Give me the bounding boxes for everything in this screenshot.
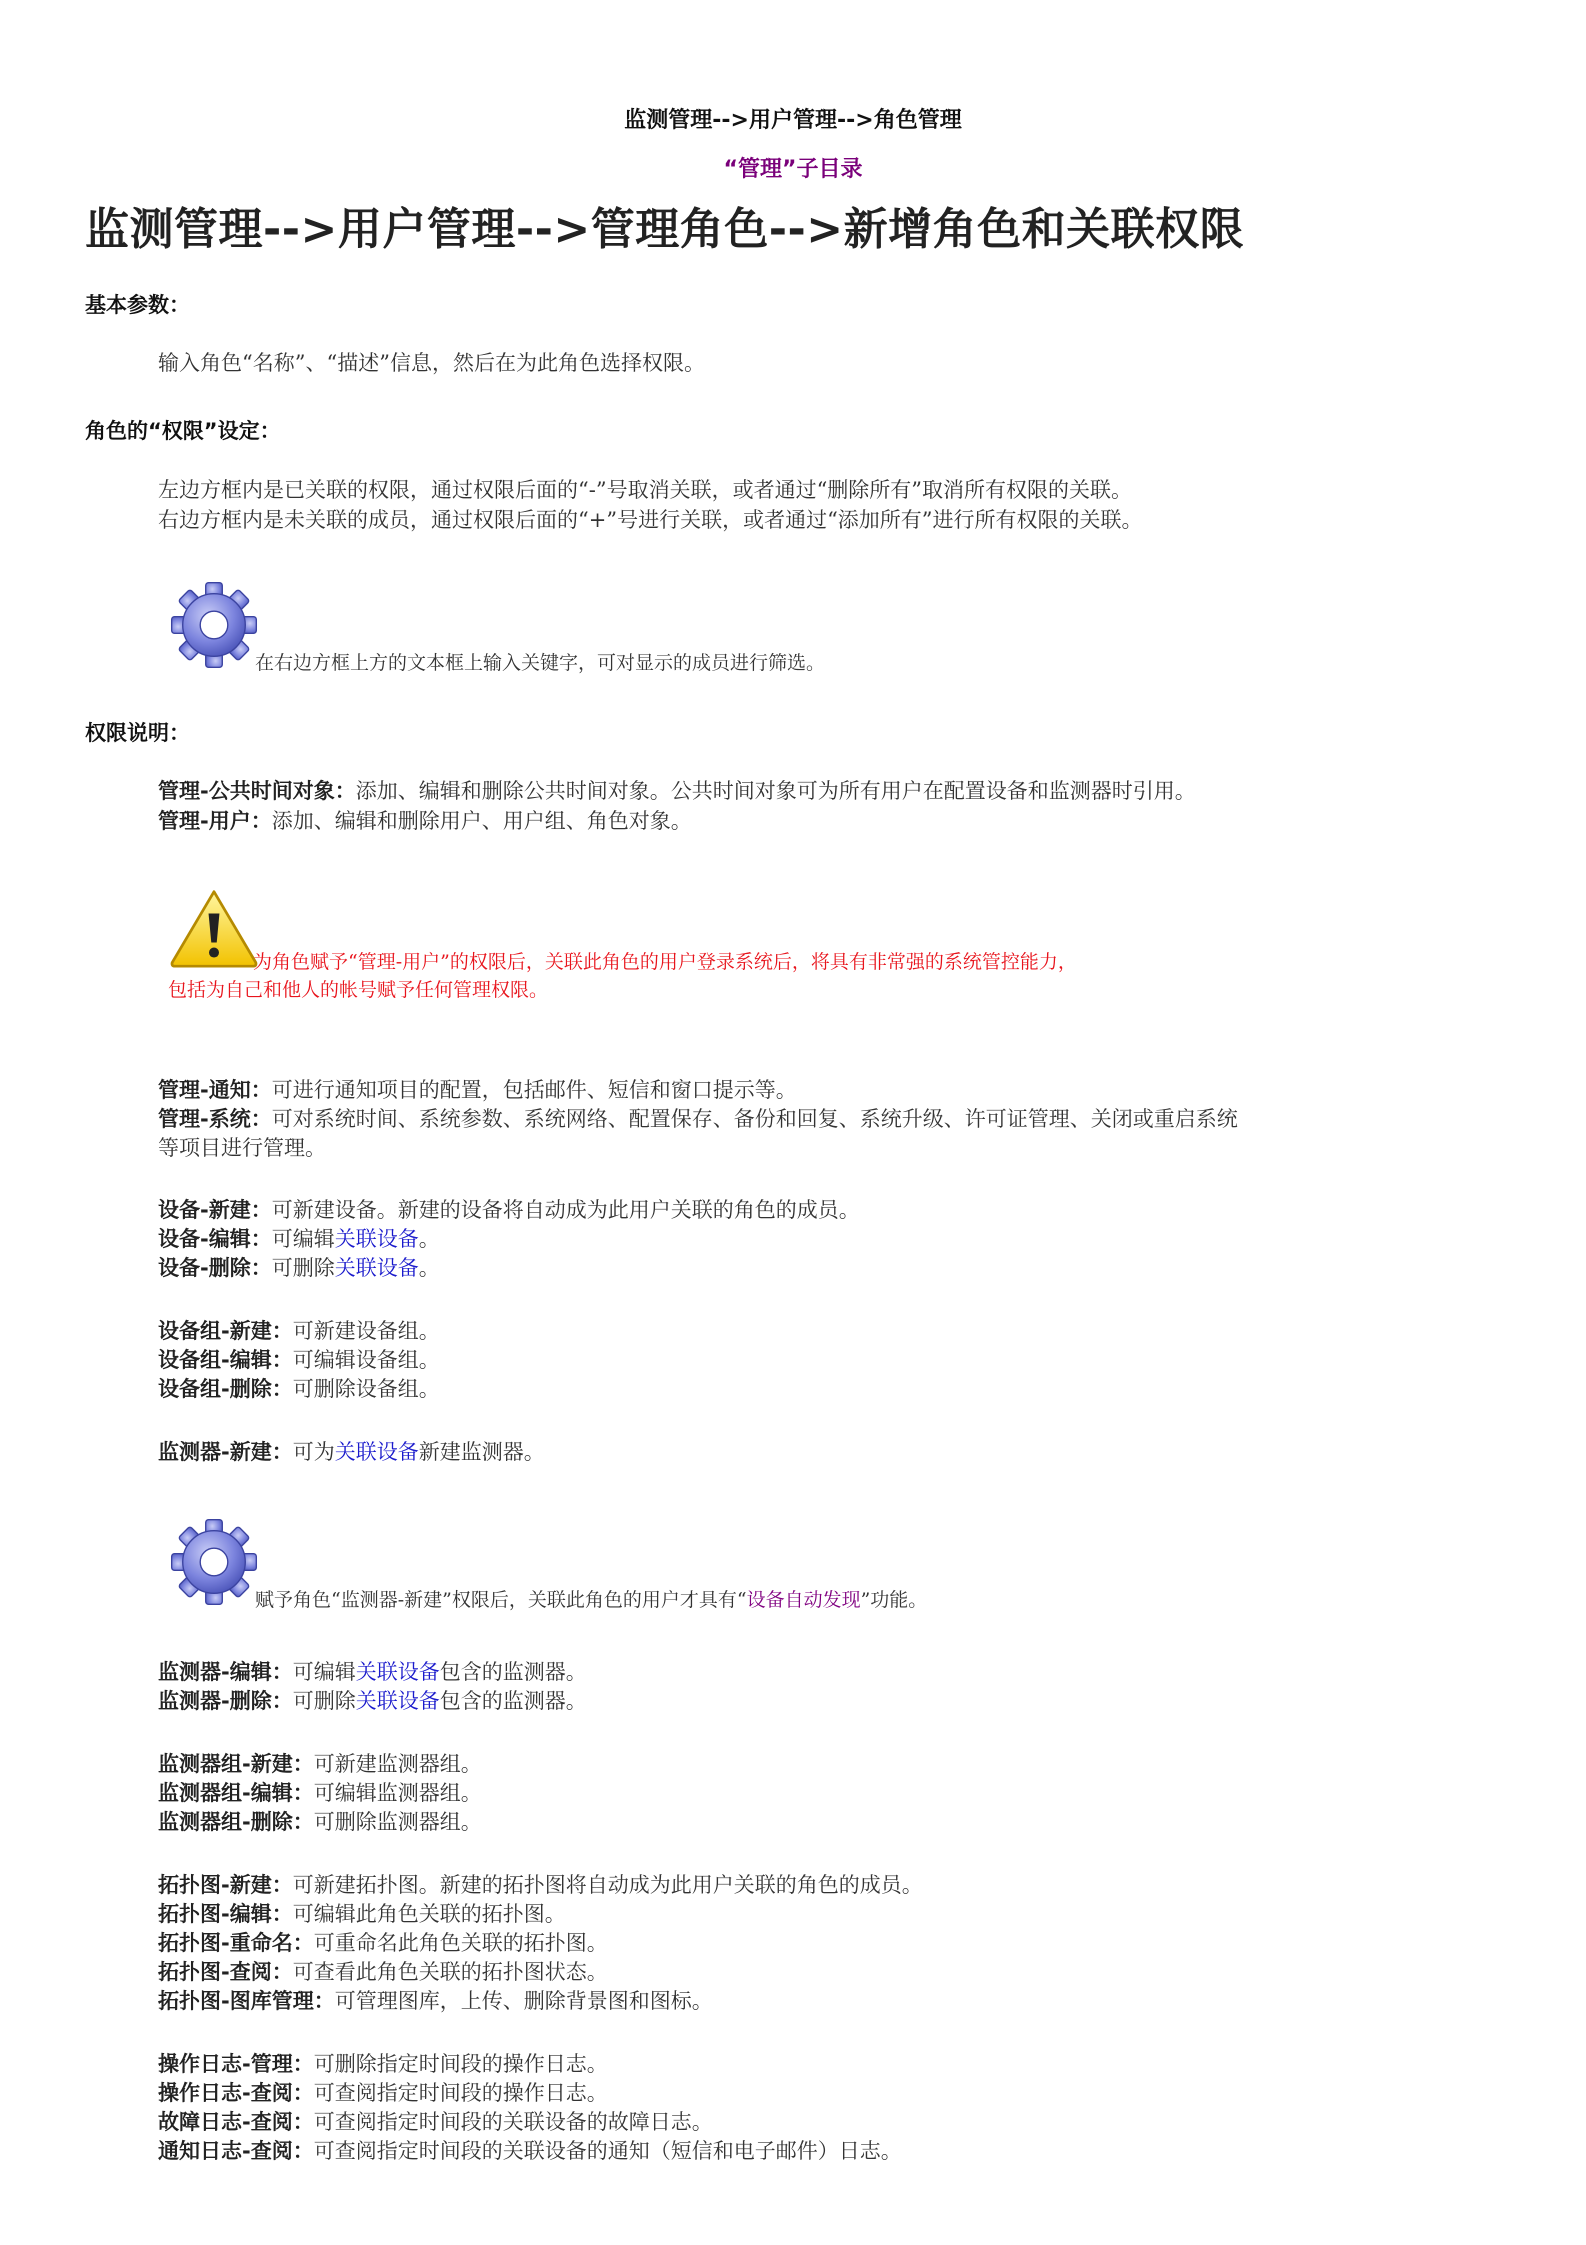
perm-item <box>158 1986 713 2017</box>
perm-label: 拓扑图-图库管理： <box>158 1989 335 2013</box>
perm-text: 可编辑此角色关联的拓扑图。 <box>292 1902 566 1926</box>
perm-label: 监测器-编辑： <box>158 1660 293 1684</box>
related-device-link[interactable]: 关联设备 <box>355 1689 440 1713</box>
perm-text: 。 <box>418 1227 440 1251</box>
perm-label: 监测器组-编辑： <box>158 1781 314 1805</box>
perm-label: 设备-删除： <box>158 1256 272 1280</box>
subdirectory-link[interactable]: “管理”子目录 <box>723 157 863 182</box>
perm-text: 可新建监测器组。 <box>313 1752 482 1776</box>
perm-text: 可删除指定时间段的操作日志。 <box>313 2052 608 2076</box>
perm-text: 包含的监测器。 <box>439 1660 587 1684</box>
perm-item <box>158 1253 440 1284</box>
related-device-link[interactable]: 关联设备 <box>355 1660 440 1684</box>
perm-text-continued: 等项目进行管理。 <box>158 1136 326 1160</box>
perm-label: 拓扑图-编辑： <box>158 1902 293 1926</box>
perm-setting-line-2: 右边方框内是未关联的成员，通过权限后面的“+”号进行关联，或者通过“添加所有”进行所有权限的关联。 <box>158 508 1143 532</box>
perm-text: 包含的监测器。 <box>439 1689 587 1713</box>
warning-icon <box>168 888 260 972</box>
perm-text: 。 <box>418 1256 440 1280</box>
perm-text: 添加、编辑和删除公共时间对象。公共时间对象可为所有用户在配置设备和监测器时引用。 <box>355 779 1196 803</box>
perm-item <box>158 1316 440 1347</box>
perm-item <box>158 2078 608 2109</box>
perm-label: 管理-用户： <box>158 809 272 833</box>
perm-label: 操作日志-查阅： <box>158 2081 314 2105</box>
perm-item <box>158 1870 923 1901</box>
perm-item <box>158 1778 482 1809</box>
perm-text: 可管理图库，上传、删除背景图和图标。 <box>334 1989 713 2013</box>
perm-label: 管理-系统： <box>158 1107 272 1131</box>
perm-text: 可编辑设备组。 <box>292 1348 440 1372</box>
perm-label: 拓扑图-查阅： <box>158 1960 293 1984</box>
perm-text: 可删除监测器组。 <box>313 1810 482 1834</box>
perm-text: 可重命名此角色关联的拓扑图。 <box>313 1931 608 1955</box>
note-text: ”功能。 <box>860 1589 928 1611</box>
auto-discovery-note <box>255 1585 927 1612</box>
related-device-link[interactable]: 关联设备 <box>334 1256 419 1280</box>
warning-text-line-2: 包括为自己和他人的帐号赋予任何管理权限。 <box>168 979 549 1001</box>
perm-label: 通知日志-查阅： <box>158 2139 314 2163</box>
perm-item <box>158 1928 608 1959</box>
perm-label: 操作日志-管理： <box>158 2052 314 2076</box>
perm-item <box>158 1374 440 1405</box>
perm-label: 监测器组-删除： <box>158 1810 314 1834</box>
perm-item <box>158 1437 545 1468</box>
perm-text: 可删除 <box>271 1256 335 1280</box>
perm-item <box>158 2136 902 2167</box>
perm-label: 管理-通知： <box>158 1078 272 1102</box>
perm-text: 可新建设备。新建的设备将自动成为此用户关联的角色的成员。 <box>271 1198 860 1222</box>
perm-item <box>158 1807 482 1838</box>
perm-item <box>158 1104 1238 1135</box>
perm-text: 可查阅指定时间段的关联设备的故障日志。 <box>313 2110 713 2134</box>
auto-discovery-link[interactable]: 设备自动发现 <box>746 1589 861 1611</box>
perm-text: 可查阅指定时间段的操作日志。 <box>313 2081 608 2105</box>
perm-label: 设备组-删除： <box>158 1377 293 1401</box>
perm-item <box>158 1686 587 1717</box>
perm-item <box>158 2049 608 2080</box>
perm-item <box>158 1749 482 1780</box>
perm-text: 可删除 <box>292 1689 356 1713</box>
perm-item <box>158 1075 797 1106</box>
perm-text: 可新建拓扑图。新建的拓扑图将自动成为此用户关联的角色的成员。 <box>292 1873 923 1897</box>
related-device-link[interactable]: 关联设备 <box>334 1227 419 1251</box>
perm-label: 拓扑图-新建： <box>158 1873 293 1897</box>
filter-note-text: 在右边方框上方的文本框上输入关键字，可对显示的成员进行筛选。 <box>255 652 826 674</box>
perm-text: 可查看此角色关联的拓扑图状态。 <box>292 1960 608 1984</box>
perm-label: 拓扑图-重命名： <box>158 1931 314 1955</box>
perm-label: 故障日志-查阅： <box>158 2110 314 2134</box>
perm-text: 可对系统时间、系统参数、系统网络、配置保存、备份和回复、系统升级、许可证管理、关闭或重启系统 <box>271 1107 1238 1131</box>
perm-item <box>158 1224 440 1255</box>
gear-icon <box>168 579 260 675</box>
basic-params-heading: 基本参数： <box>85 293 190 317</box>
perm-text: 可编辑监测器组。 <box>313 1781 482 1805</box>
perm-label: 设备组-编辑： <box>158 1348 293 1372</box>
perm-label: 监测器-删除： <box>158 1689 293 1713</box>
perm-text: 添加、编辑和删除用户、用户组、角色对象。 <box>271 809 692 833</box>
perm-item <box>158 1195 860 1226</box>
perm-label: 监测器组-新建： <box>158 1752 314 1776</box>
gear-icon <box>168 1516 260 1612</box>
perm-label: 设备-编辑： <box>158 1227 272 1251</box>
perm-setting-heading: 角色的“权限”设定： <box>85 419 281 443</box>
perm-text: 可查阅指定时间段的关联设备的通知（短信和电子邮件）日志。 <box>313 2139 902 2163</box>
perm-setting-line-1: 左边方框内是已关联的权限，通过权限后面的“-”号取消关联，或者通过“删除所有”取消所有权限的关联。 <box>158 478 1133 502</box>
perm-label: 监测器-新建： <box>158 1440 293 1464</box>
perm-text: 可为 <box>292 1440 335 1464</box>
perm-label: 设备-新建： <box>158 1198 272 1222</box>
warning-text-line-1: 为角色赋予“管理-用户”的权限后，关联此角色的用户登录系统后，将具有非常强的系统管控能力， <box>253 951 1077 973</box>
perm-item <box>158 2107 713 2138</box>
perm-item <box>158 776 1196 807</box>
perm-text: 可进行通知项目的配置，包括邮件、短信和窗口提示等。 <box>271 1078 797 1102</box>
perm-item <box>158 806 692 837</box>
basic-params-text: 输入角色“名称”、“描述”信息，然后在为此角色选择权限。 <box>158 351 705 375</box>
perm-text: 可编辑 <box>271 1227 335 1251</box>
perm-item <box>158 1657 587 1688</box>
breadcrumb: 监测管理-->用户管理-->角色管理 <box>624 108 962 133</box>
perm-text: 新建监测器。 <box>418 1440 545 1464</box>
perm-desc-heading: 权限说明： <box>85 721 190 745</box>
page-title: 监测管理-->用户管理-->管理角色-->新增角色和关联权限 <box>85 204 1245 255</box>
perm-item <box>158 1957 608 1988</box>
note-text: 赋予角色“监测器-新建”权限后，关联此角色的用户才具有“ <box>255 1589 747 1611</box>
perm-text: 可编辑 <box>292 1660 356 1684</box>
perm-label: 设备组-新建： <box>158 1319 293 1343</box>
perm-text: 可删除设备组。 <box>292 1377 440 1401</box>
perm-item <box>158 1899 566 1930</box>
related-device-link[interactable]: 关联设备 <box>334 1440 419 1464</box>
perm-text: 可新建设备组。 <box>292 1319 440 1343</box>
perm-label: 管理-公共时间对象： <box>158 779 356 803</box>
perm-item <box>158 1345 440 1376</box>
